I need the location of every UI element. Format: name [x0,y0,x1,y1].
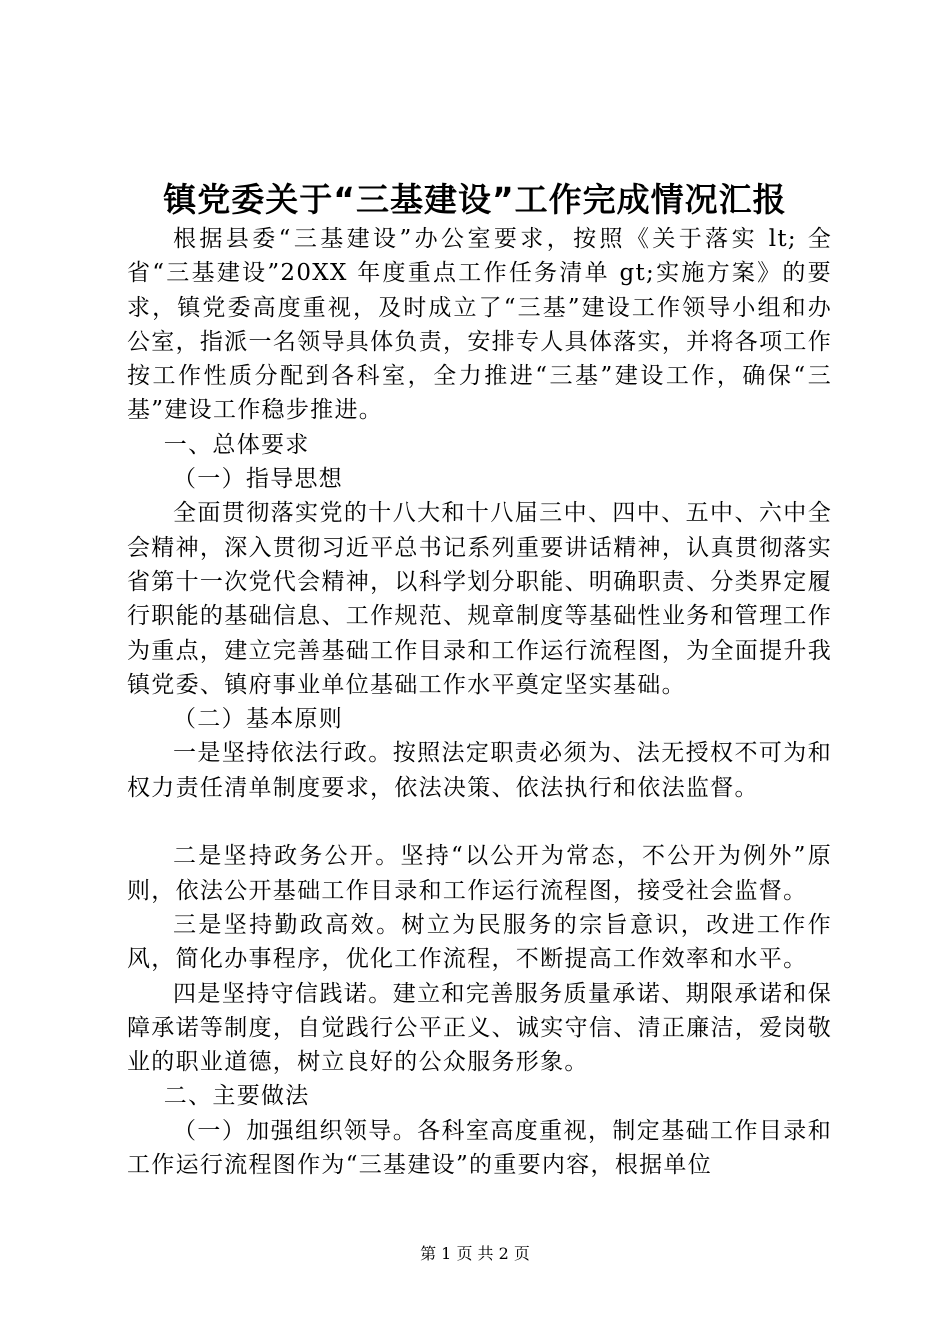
principle-paragraph-1: 一是坚持依法行政。按照法定职责必须为、法无授权不可为和权力责任清单制度要求，依法决策、依法执行和依法监督。 [127,740,832,801]
document-title: 镇党委关于“三基建设”工作完成情况汇报 [163,180,787,219]
principle-paragraph-4: 四是坚持守信践诺。建立和完善服务质量承诺、期限承诺和保障承诺等制度，自觉践行公平正义、诚实守信、清正廉洁，爱岗敬业的职业道德，树立良好的公众服务形象。 [127,980,832,1076]
subsection-heading-guiding-ideology: （一）指导思想 [173,466,344,493]
page-footer: 第 1 页 共 2 页 [420,1244,530,1263]
section-heading-main-practices: 二、主要做法 [163,1083,310,1110]
blank-line [127,805,832,839]
main-practices-paragraph-1: （一）加强组织领导。各科室高度重视，制定基础工作目录和工作运行流程图作为“三基建设”的重要内容，根据单位 [127,1117,832,1179]
guiding-ideology-paragraph: 全面贯彻落实党的十八大和十八届三中、四中、五中、六中全会精神，深入贯彻习近平总书记系列重要讲话精神，认真贯彻落实省第十一次党代会精神，以科学划分职能、明确职责、分类界定履行职能的基础信息、工作规范、规章制度等基础性业务和管理工作为重点，建立完善基础工作目录和工作运行流程图，为全面提升我镇党委、镇府事业单位基础工作水平奠定坚实基础。 [127,500,832,698]
principle-paragraph-3: 三是坚持勤政高效。树立为民服务的宗旨意识，改进工作作风，简化办事程序，优化工作流程，不断提高工作效率和水平。 [127,911,832,973]
principle-paragraph-2: 二是坚持政务公开。坚持“以公开为常态，不公开为例外”原则，依法公开基础工作目录和工作运行流程图，接受社会监督。 [127,843,832,904]
document-body [127,222,832,1182]
subsection-heading-basic-principles: （二）基本原则 [173,706,344,733]
section-heading-overall-requirements: 一、总体要求 [163,431,310,458]
intro-paragraph: 根据县委“三基建设”办公室要求，按照《关于落实 lt; 全省“三基建设”20XX 年度重点工作任务清单 gt;实施方案》的要求，镇党委高度重视，及时成立了“三基”建设工作领导小组和办公室，指派一名领导具体负责，安排专人具体落实，并将各项工作按工作性质分配到各科室，全力推进“三基”建设工作，确保“三基”建设工作稳步推进。 [127,226,832,424]
